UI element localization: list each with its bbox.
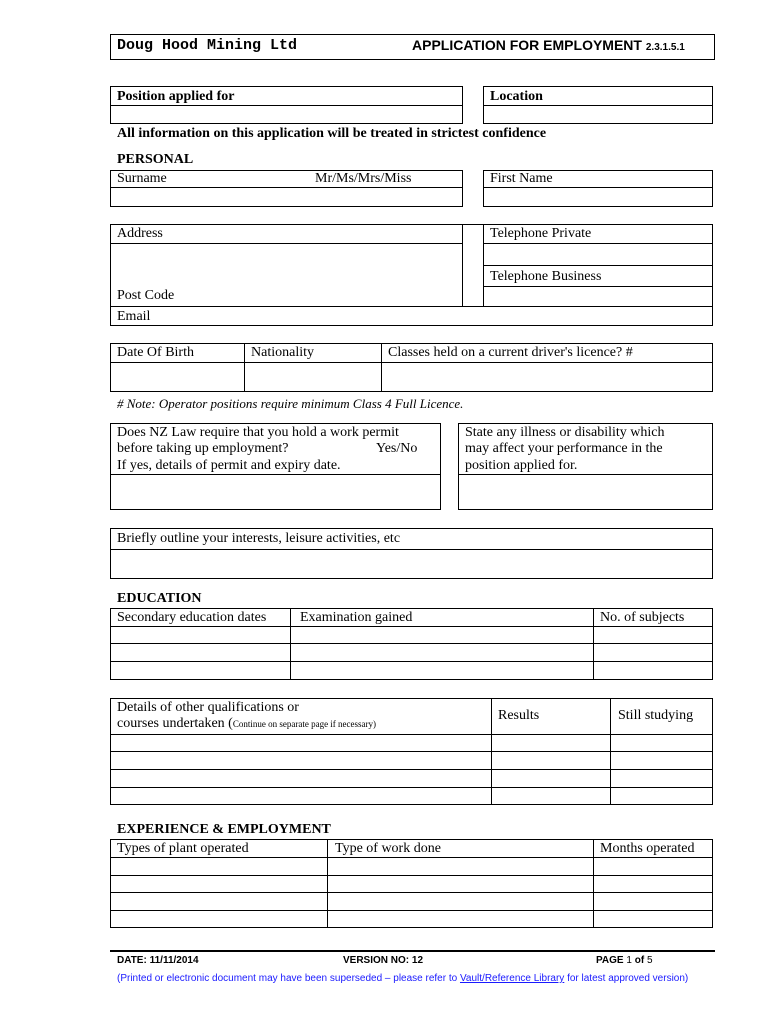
exp-col-months: Months operated <box>600 841 695 856</box>
education-heading: EDUCATION <box>117 591 202 606</box>
confidential-notice: All information on this application will be treated in strictest confidence <box>117 126 547 141</box>
divider <box>110 769 713 770</box>
address-label: Address <box>117 226 163 241</box>
edu-col-subjects: No. of subjects <box>600 610 685 625</box>
footer-notice-b: for latest approved version) <box>564 973 689 984</box>
divider <box>327 839 328 928</box>
footer-version: VERSION NO: 12 <box>343 955 424 966</box>
divider <box>458 474 713 475</box>
qual-line2-note: Continue on separate page if necessary) <box>232 719 377 729</box>
footer-page-num: 1 <box>626 955 632 966</box>
exp-col-work: Type of work done <box>335 841 441 856</box>
location-label: Location <box>490 89 543 104</box>
divider <box>110 643 713 644</box>
footer-page <box>596 955 653 966</box>
divider <box>491 698 492 805</box>
qual-line1: Details of other qualifications or <box>117 700 299 715</box>
position-label: Position applied for <box>117 89 235 104</box>
divider <box>593 608 594 680</box>
form-title <box>412 37 685 53</box>
licence-label: Classes held on a current driver's licence? # <box>388 345 633 360</box>
footer-date: DATE: 11/11/2014 <box>117 955 199 966</box>
vault-link[interactable]: Vault/Reference Library <box>459 973 565 984</box>
divider <box>110 875 713 876</box>
personal-heading: PERSONAL <box>117 152 194 167</box>
form-code: 2.3.1.5.1 <box>645 42 685 53</box>
company-name: Doug Hood Mining Ltd <box>117 37 298 54</box>
divider <box>462 224 463 306</box>
tel-private-label: Telephone Private <box>490 226 592 241</box>
permit-yesno: Yes/No <box>376 441 418 456</box>
divider <box>381 343 382 392</box>
nationality-label: Nationality <box>251 345 314 360</box>
divider <box>483 265 713 266</box>
divider <box>110 734 713 735</box>
divider <box>483 105 713 106</box>
divider <box>110 626 713 627</box>
still-studying-label: Still studying <box>618 708 694 723</box>
divider <box>110 751 713 752</box>
permit-line1: Does NZ Law require that you hold a work permit <box>117 425 399 440</box>
divider <box>593 839 594 928</box>
interests-label: Briefly outline your interests, leisure activities, etc <box>117 531 401 546</box>
form-title-text: APPLICATION FOR EMPLOYMENT <box>412 37 642 53</box>
footer-page-total: 5 <box>646 955 653 966</box>
qual-line2 <box>117 716 376 732</box>
footer-page-prefix: PAGE <box>596 955 624 966</box>
footer-notice <box>117 973 688 984</box>
illness-line1: State any illness or disability which <box>465 425 665 440</box>
qual-line2-main: courses undertaken ( <box>117 716 233 731</box>
divider <box>110 105 463 106</box>
divider <box>110 787 713 788</box>
results-label: Results <box>498 708 540 723</box>
edu-col-dates: Secondary education dates <box>117 610 267 625</box>
divider <box>483 187 713 188</box>
licence-note: # Note: Operator positions require minimum Class 4 Full Licence. <box>117 396 464 411</box>
divider <box>110 892 713 893</box>
divider <box>483 243 713 244</box>
divider <box>110 187 463 188</box>
illness-line3: position applied for. <box>465 458 578 473</box>
divider <box>610 698 611 805</box>
title-label: Mr/Ms/Mrs/Miss <box>315 171 412 186</box>
surname-label: Surname <box>117 171 167 186</box>
email-label: Email <box>117 309 151 324</box>
divider <box>110 549 713 550</box>
address-box[interactable] <box>110 224 713 326</box>
divider <box>483 286 713 287</box>
divider <box>244 343 245 392</box>
divider <box>110 474 441 475</box>
divider <box>110 857 713 858</box>
tel-business-label: Telephone Business <box>490 269 602 284</box>
divider <box>110 243 463 244</box>
first-name-label: First Name <box>490 171 553 186</box>
divider <box>110 362 713 363</box>
footer-notice-a: (Printed or electronic document may have been superseded – please refer to <box>117 973 460 984</box>
post-code-label: Post Code <box>117 288 175 303</box>
footer-page-of: of <box>634 955 645 966</box>
dob-label: Date Of Birth <box>117 345 194 360</box>
footer-rule <box>110 950 715 952</box>
edu-col-exam: Examination gained <box>300 610 413 625</box>
divider <box>110 306 713 307</box>
divider <box>110 661 713 662</box>
permit-line3: If yes, details of permit and expiry date. <box>117 458 341 473</box>
exp-col-plant: Types of plant operated <box>117 841 249 856</box>
divider <box>110 910 713 911</box>
illness-line2: may affect your performance in the <box>465 441 663 456</box>
permit-line2: before taking up employment? <box>117 441 289 456</box>
divider <box>290 608 291 680</box>
experience-heading: EXPERIENCE & EMPLOYMENT <box>117 822 331 837</box>
